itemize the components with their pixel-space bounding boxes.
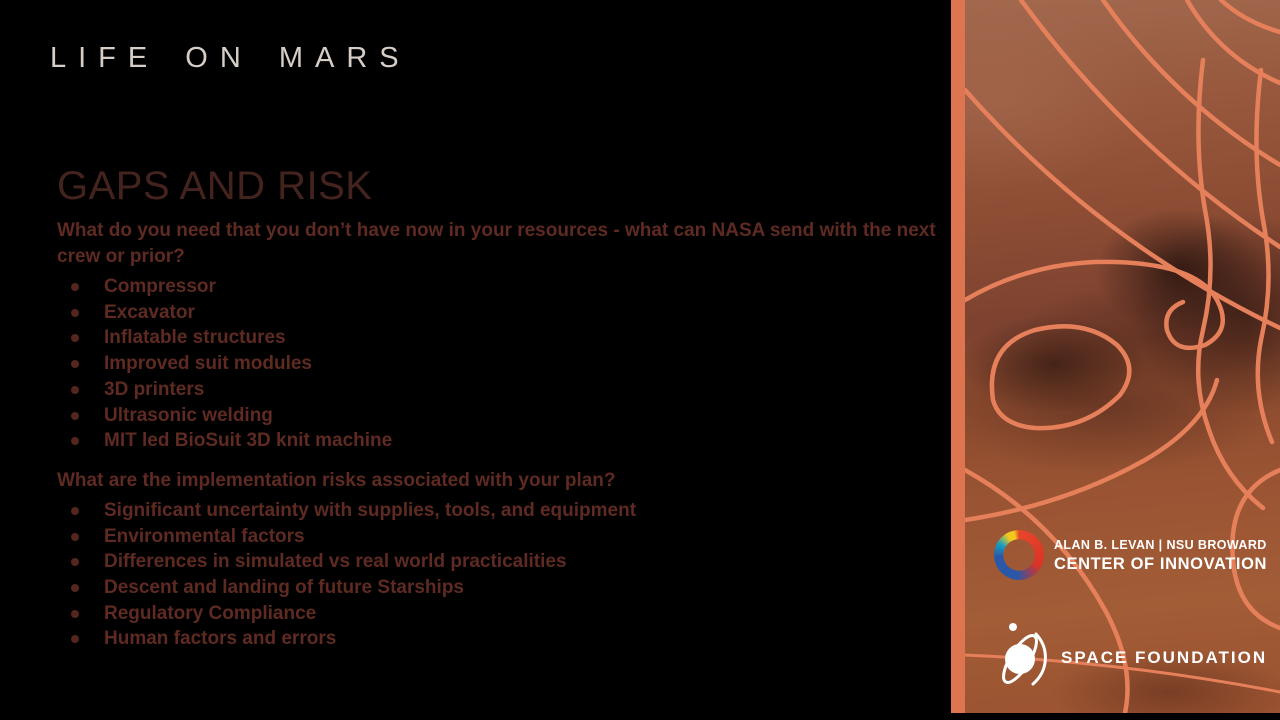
levan-logo-text [1054,537,1267,574]
bullet-item-label: Significant uncertainty with supplies, tools, and equipment [104,499,637,521]
bullet-item [57,549,957,575]
question-text-2: What are the implementation risks associated with your plan? [57,469,616,491]
bullet-dot-icon [71,584,79,592]
bullet-item-label: Regulatory Compliance [104,602,317,624]
bullet-item [57,377,957,403]
bullet-dot-icon [71,412,79,420]
bullet-item-label: Human factors and errors [104,628,337,650]
panel-accent-border [951,0,965,713]
bullet-item-label: Excavator [104,301,195,323]
bullet-item-label: Inflatable structures [104,327,286,349]
bullet-dot-icon [71,437,79,445]
bullet-item [57,498,957,524]
slide-title: LIFE ON MARS [50,42,411,74]
section-heading: GAPS AND RISK [57,164,373,208]
contour-lines-overlay [965,0,1280,713]
bullet-list-1 [57,274,957,454]
bullet-dot-icon [71,610,79,618]
bullet-item [57,325,957,351]
bullet-item [57,601,957,627]
bullet-list-2 [57,498,957,652]
levan-ring-logo-icon [994,530,1044,580]
bullet-dot-icon [71,334,79,342]
bullet-dot-icon [71,360,79,368]
levan-logo-line2: CENTER OF INNOVATION [1054,554,1268,573]
bullet-item [57,300,957,326]
bullet-item [57,403,957,429]
bullet-item [57,524,957,550]
bullet-dot-icon [71,283,79,291]
bullet-item-label: Descent and landing of future Starships [104,577,464,599]
bullet-dot-icon [71,635,79,643]
bullet-item-label: Environmental factors [104,525,305,547]
bullet-item-label: Differences in simulated vs real world practicalities [104,551,567,573]
bullet-item-label: Compressor [104,276,216,297]
space-foundation-label: SPACE FOUNDATION [1061,648,1268,667]
levan-center-logo [994,530,1267,580]
bullet-item [57,351,957,377]
bullet-dot-icon [71,386,79,394]
bullet-item [57,274,957,300]
bullet-item-label: Ultrasonic welding [104,404,273,426]
bullet-item-label: 3D printers [104,378,205,400]
bullet-dot-icon [71,309,79,317]
bullet-item [57,575,957,601]
bullet-item-label: MIT led BioSuit 3D knit machine [104,430,393,452]
slide-content [57,164,957,652]
bullet-dot-icon [71,507,79,515]
bullet-item-label: Improved suit modules [104,353,312,375]
space-foundation-logo [991,618,1267,698]
bullet-item [57,428,957,454]
levan-logo-line1: ALAN B. LEVAN | NSU BROWARD [1054,537,1267,552]
bullet-dot-icon [71,558,79,566]
space-foundation-planet-icon [991,618,1053,698]
mars-terrain-image [965,0,1280,713]
bullet-dot-icon [71,533,79,541]
bullet-item [57,626,957,652]
question-text-1: What do you need that you don’t have now in your resources - what can NASA send with the next crew or prior? [57,220,936,267]
mars-side-panel [951,0,1280,713]
